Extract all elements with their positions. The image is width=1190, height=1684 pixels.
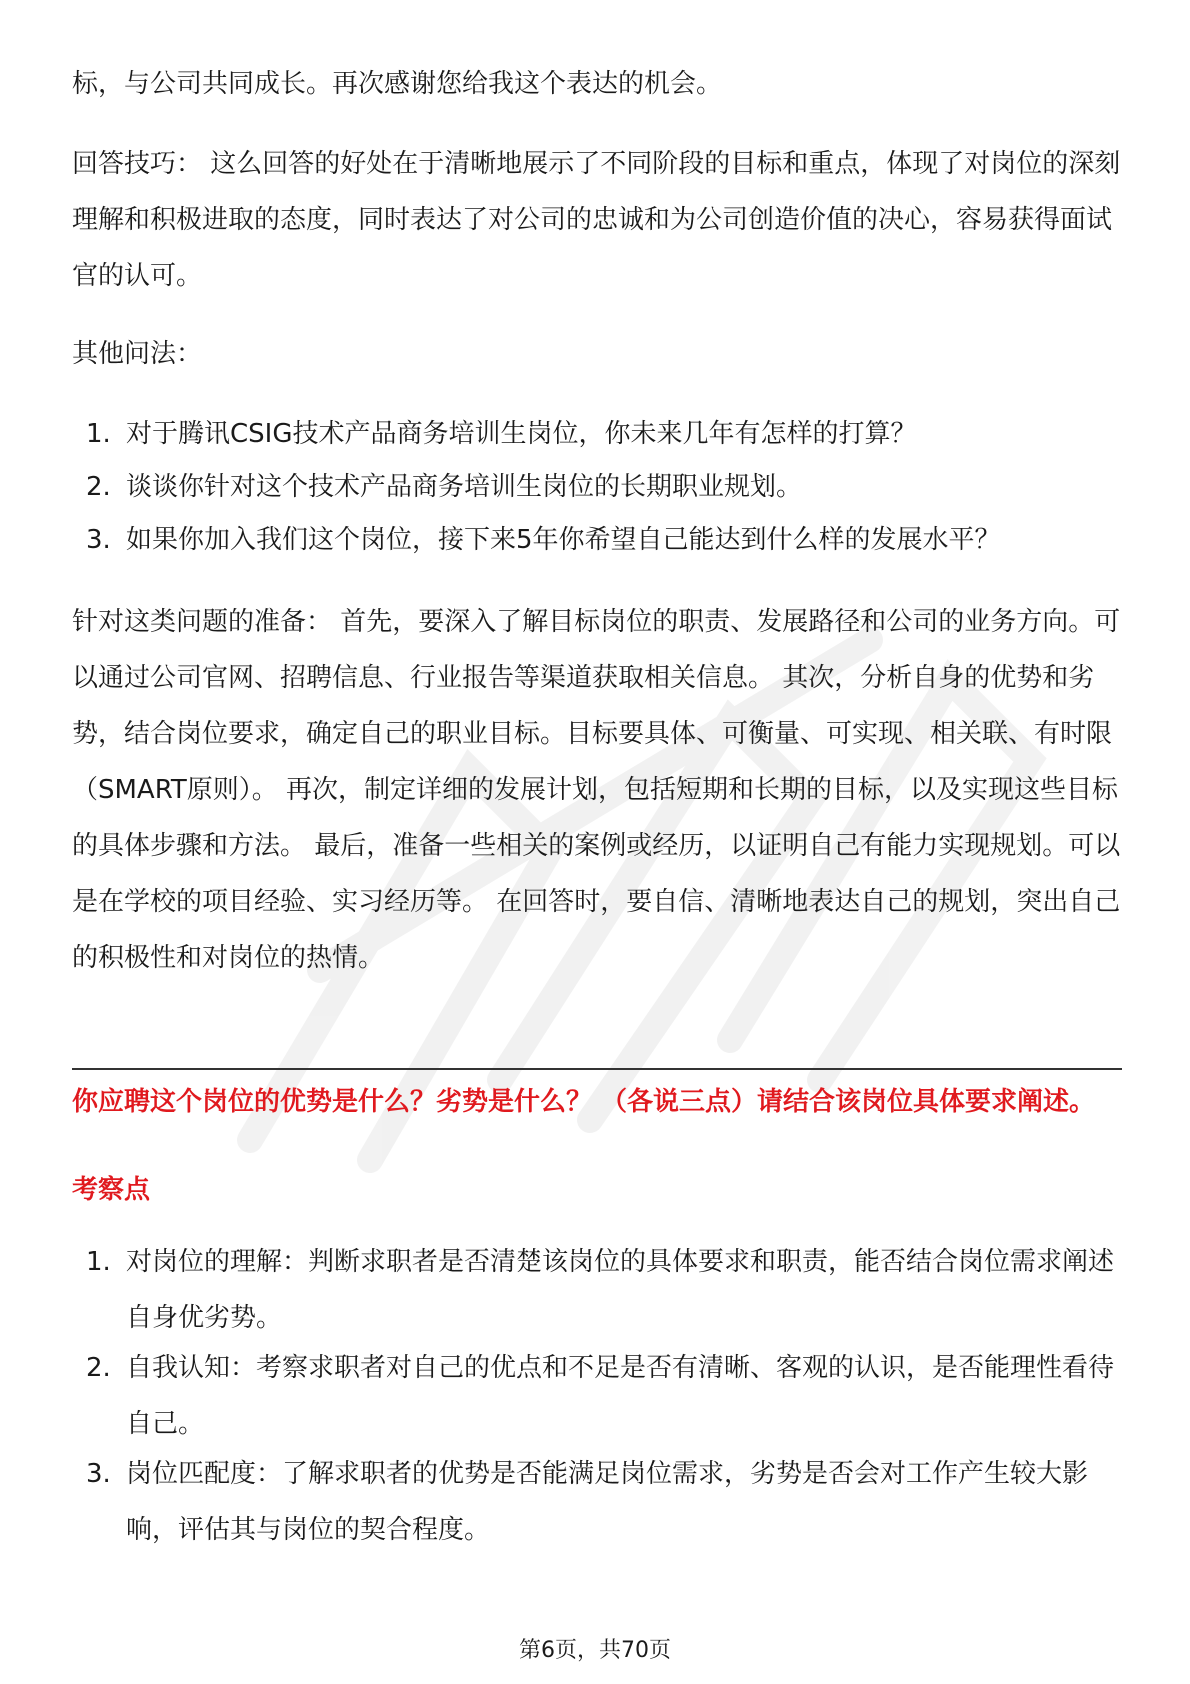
list-item	[86, 1446, 1122, 1558]
list-item-number: 2.	[86, 1353, 111, 1383]
paragraph-answer-tips: 回答技巧： 这么回答的好处在于清晰地展示了不同阶段的目标和重点，体现了对岗位的深刻理解和积极进取的态度，同时表达了对公司的忠诚和为公司创造价值的决心，容易获得面试官的认可。	[72, 149, 1121, 291]
list-item	[86, 406, 1122, 462]
list-item-number: 2.	[86, 472, 111, 502]
list-item-text: 谈谈你针对这个技术产品商务培训生岗位的长期职业规划。	[126, 472, 803, 502]
section-question-title: 你应聘这个岗位的优势是什么？劣势是什么？ （各说三点）请结合该岗位具体要求阐述。	[72, 1087, 1096, 1117]
section-subtitle: 考察点	[72, 1175, 151, 1205]
list-item-text: 自我认知：考察求职者对自己的优点和不足是否有清晰、客观的认识，是否能理性看待自己。	[126, 1353, 1115, 1439]
list-item-number: 1.	[86, 419, 111, 449]
list-item	[86, 1234, 1122, 1346]
list-item-text: 对于腾讯CSIG技术产品商务培训生岗位，你未来几年有怎样的打算？	[126, 419, 917, 449]
list-item-text: 如果你加入我们这个岗位，接下来5年你希望自己能达到什么样的发展水平？	[126, 525, 1001, 555]
paragraph-preparation: 针对这类问题的准备： 首先，要深入了解目标岗位的职责、发展路径和公司的业务方向。可以通过公司官网、招聘信息、行业报告等渠道获取相关信息。 其次，分析自身的优势和劣势，结合岗位要求，确定自己的职业目标。目标要具体、可衡量、可实现、相关联、有时限（SMART原则）。 再次，制定详细的发展计划，包括短期和长期的目标，以及实现这些目标的具体步骤和方法。 最后，准备一些相关的案例或经历，以证明自己有能力实现规划。可以是在学校的项目经验、实习经历等。 在回答时，要自信、清晰地表达自己的规划，突出自己的积极性和对岗位的热情。	[72, 607, 1121, 973]
paragraph-other-questions-label: 其他问法：	[72, 339, 203, 369]
list-item-text: 岗位匹配度：了解求职者的优势是否能满足岗位需求，劣势是否会对工作产生较大影响，评估其与岗位的契合程度。	[126, 1459, 1089, 1545]
list-item-number: 1.	[86, 1247, 111, 1277]
list-item-text: 对岗位的理解：判断求职者是否清楚该岗位的具体要求和职责，能否结合岗位需求阐述自身优劣势。	[126, 1247, 1115, 1333]
list-item	[86, 1340, 1122, 1452]
list-item-number: 3.	[86, 525, 111, 555]
list-item	[86, 459, 1122, 515]
page-footer: 第6页，共70页	[519, 1638, 671, 1663]
list-item	[86, 512, 1122, 568]
list-item-number: 3.	[86, 1459, 111, 1489]
section-divider	[72, 1068, 1122, 1070]
paragraph-closing: 标，与公司共同成长。再次感谢您给我这个表达的机会。	[72, 69, 723, 99]
